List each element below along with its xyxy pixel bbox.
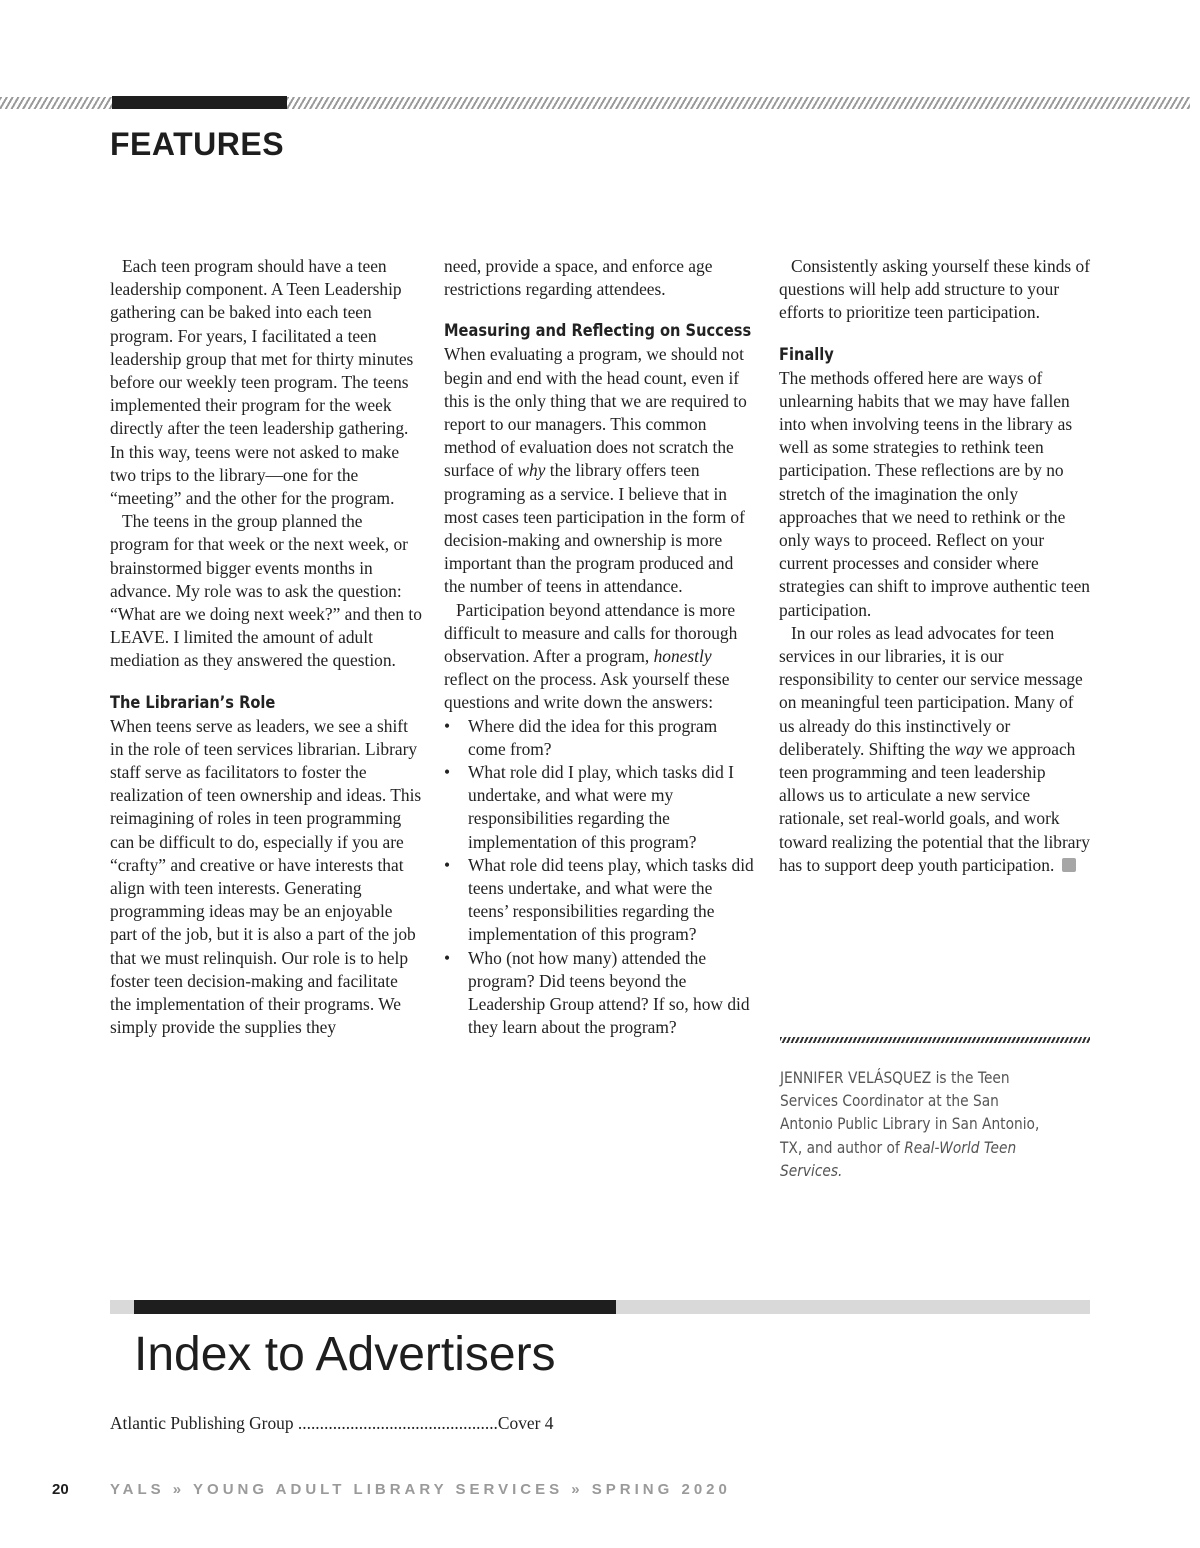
paragraph: Consistently asking yourself these kinds of questions will help add structure to your efforts to prioritize teen participation. — [779, 256, 1090, 323]
emphasis: why — [517, 460, 546, 481]
dot-leader: .............................................. — [293, 1413, 498, 1433]
magazine-name: YALS » YOUNG ADULT LIBRARY SERVICES » SPRING 2020 — [110, 1481, 731, 1498]
paragraph: Participation beyond attendance is more difficult to measure and calls for thorough observation. After a program, honestly reflect on the process. Ask yourself these questions and write down the answers: — [444, 599, 738, 713]
advertiser-entry — [110, 1412, 553, 1435]
end-of-article-icon — [1062, 858, 1076, 872]
subheading-measuring-success: Measuring and Reflecting on Success — [444, 321, 752, 342]
index-title: Index to Advertisers — [134, 1328, 556, 1381]
advertiser-page: Cover 4 — [497, 1413, 554, 1433]
subheading-librarians-role: The Librarian’s Role — [110, 692, 276, 713]
emphasis: honestly — [653, 646, 712, 667]
question-list — [444, 715, 756, 1040]
section-title: FEATURES — [110, 126, 285, 162]
index-black-bar — [134, 1300, 616, 1314]
paragraph: The methods offered here are ways of unlearning habits that we may have fallen into when involving teens in the library as well as some strategies to rethink teen participation. These reflections are by no stretch of the imagination the only approaches that we need to rethink or the only ways to proceed. Reflect on your current processes and consider where strategies can shift to improve authentic teen participation. — [779, 367, 1090, 620]
header-black-bar — [112, 96, 287, 109]
page-footer — [52, 1480, 731, 1500]
article-column-3 — [779, 255, 1091, 877]
paragraph: need, provide a space, and enforce age restrictions regarding attendees. — [444, 256, 713, 300]
paragraph: When teens serve as leaders, we see a shift in the role of teen services librarian. Library staff serve as facilitators to foster the realization of teen ownership and ideas. This reimagining of roles in teen programming can be difficult to do, especially if you are “crafty” and creative or have interests that align with teen interests. Generating programming ideas may be an enjoyable part of the job, but it is also a part of the job that we must relinquish. Our role is to help foster teen decision-making and facilitate the implementation of their programs. We simply provide the supplies they — [110, 715, 422, 1038]
emphasis: way — [954, 738, 983, 759]
list-item: • Who (not how many) attended the program? Did teens beyond the Leadership Group attend? If so, how did they learn about the program? — [444, 947, 756, 1040]
article-column-2 — [444, 255, 756, 1040]
article-column-1 — [110, 255, 422, 1040]
bio-divider — [780, 1037, 1090, 1043]
page-number: 20 — [52, 1481, 69, 1498]
subheading-finally: Finally — [779, 344, 834, 365]
paragraph: When evaluating a program, we should not begin and end with the head count, even if this is the only thing that we are required to report to our managers. This common method of evaluation does not scratch the surface of why the library offers teen programing as a service. I believe that in most cases teen participation in the form of decision-making and ownership is more important than the program produced and the number of teens in attendance. — [444, 344, 747, 597]
author-bio: JENNIFER VELÁSQUEZ is the Teen Services Coordinator at the San Antonio Public Library in San Antonio, TX, and author of Real-World Teen Services. — [780, 1068, 1040, 1180]
list-item: • Where did the idea for this program come from? — [444, 715, 756, 761]
header-hatch-right — [287, 97, 1190, 109]
book-title: Real-World Teen Services. — [780, 1137, 1017, 1180]
paragraph: Each teen program should have a teen leadership component. A Teen Leadership gathering can be baked into each teen program. For years, I facilitated a teen leadership group that met for thirty minutes before our weekly teen program. The teens implemented their program for the week directly after the teen leadership gathering. In this way, teens were not asked to make two trips to the library—one for the “meeting” and the other for the program. — [110, 256, 414, 509]
paragraph: In our roles as lead advocates for teen services in our libraries, it is our responsibility to center our service message on meaningful teen participation. Many of us already do this instinctively or deliberately. Shifting the way we approach teen programming and teen leadership allows us to articulate a new service rationale, set real-world goals, and work toward realizing the potential that the library has to support deep youth participation. — [779, 622, 1090, 875]
list-item: • What role did I play, which tasks did I undertake, and what were my responsibilities regarding the implementation of this program? — [444, 761, 756, 854]
header-hatch-left — [0, 97, 112, 109]
paragraph: The teens in the group planned the program for that week or the next week, or brainstormed bigger events months in advance. My role was to ask the question: “What are we doing next week?” and then to LEAVE. I limited the amount of adult mediation as they answered the question. — [110, 511, 422, 671]
advertiser-name: Atlantic Publishing Group — [110, 1413, 294, 1433]
list-item: • What role did teens play, which tasks did teens undertake, and what were the teens’ responsibilities regarding the implementation of this program? — [444, 854, 756, 947]
